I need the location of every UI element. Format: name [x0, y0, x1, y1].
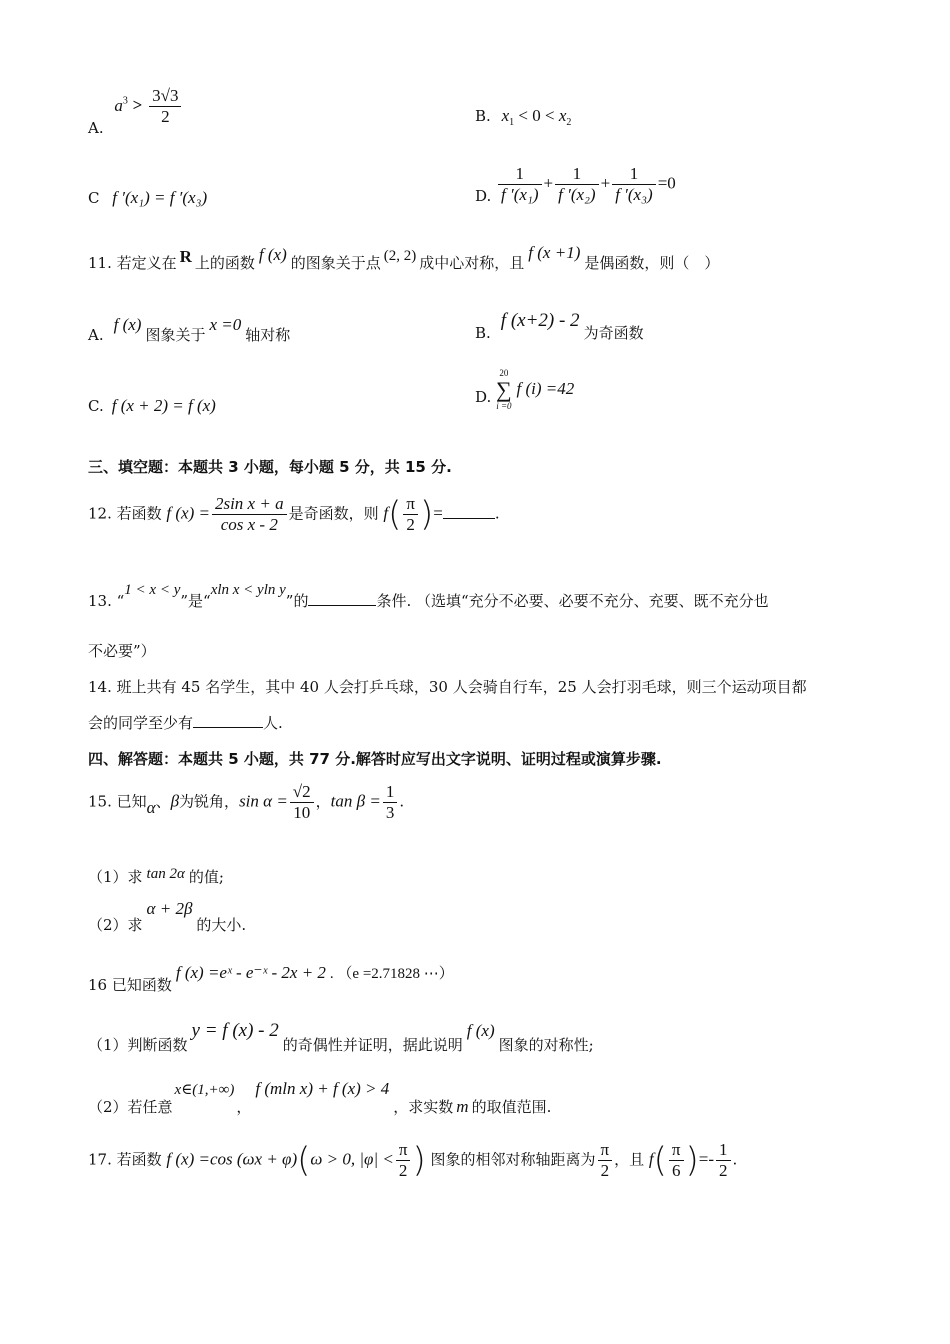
math-fraction [290, 782, 314, 823]
math-sub: 2 [566, 117, 572, 128]
math-expr: 1 < x < y [124, 582, 181, 598]
q14-line2 [88, 712, 283, 733]
math-expr: x =0 [209, 315, 242, 334]
text: 11. 若定义在 [88, 254, 177, 272]
q11-stem [88, 243, 720, 273]
math-fraction [383, 782, 398, 823]
option-label: A. [88, 118, 104, 137]
text: 是偶函数，则（ ） [584, 254, 720, 272]
denominator: cos x - 2 [220, 515, 278, 534]
text: 图象关于 [145, 326, 206, 344]
text: （2）求 [88, 916, 143, 934]
option-label: C [88, 189, 100, 207]
q10-option-a [88, 86, 183, 137]
text: 、 [155, 792, 171, 811]
math-expr: x [558, 106, 567, 125]
math-sub: 1 [509, 117, 515, 128]
sigma-symbol: ∑ [496, 377, 512, 402]
q16 [88, 962, 454, 994]
q17 [88, 1140, 737, 1181]
math-expr: =0 [657, 173, 676, 193]
text: 轴对称 [245, 326, 291, 344]
section-3-title: 三、填空题：本题共 3 小题，每小题 5 分，共 15 分. [88, 458, 452, 476]
numerator: 2sin x + a [212, 494, 287, 515]
math-op: = [433, 503, 443, 523]
answer-blank[interactable] [193, 713, 263, 728]
math-op: + [543, 173, 554, 193]
denominator: 10 [293, 803, 311, 822]
math-op: =- [698, 1149, 715, 1169]
math-expr: f (x +1) [528, 243, 581, 262]
text: . [399, 792, 405, 811]
answer-blank[interactable] [308, 591, 376, 606]
answer-blank[interactable] [443, 504, 495, 519]
text: 的值; [188, 868, 224, 886]
denominator: f ′(x₁) [501, 185, 539, 204]
paren-left: ( [388, 494, 402, 535]
math-alpha: α [146, 797, 156, 817]
text: 16 已知函数 [88, 976, 172, 994]
denominator: 2 [719, 1161, 728, 1180]
denominator: f ′(x₂) [558, 185, 596, 204]
math-expr: (2, 2) [383, 248, 417, 264]
paren-right: ) [412, 1140, 426, 1181]
math-expr: x∈(1,+∞) [174, 1082, 235, 1098]
paren-left: ( [297, 1140, 311, 1181]
paren-left: ( [653, 1140, 667, 1181]
math-expr: f (x) [466, 1021, 495, 1040]
text: 13. “ [88, 592, 125, 610]
math-expr: f (mln x) + f (x) > 4 [255, 1079, 390, 1098]
denominator: 2 [398, 1161, 408, 1180]
q15 [88, 782, 404, 823]
q11-option-a [88, 314, 291, 344]
q10-option-d [475, 164, 676, 205]
math-fraction [612, 164, 655, 205]
math-expr: f (x + 2) = f (x) [111, 396, 216, 415]
numerator: π [396, 1140, 411, 1161]
q16-part2 [88, 1078, 552, 1116]
text: 17. 若函数 [88, 1150, 162, 1169]
text: 图象的对称性; [498, 1036, 594, 1054]
numerator: π [598, 1140, 613, 1161]
text: 的图象关于点 [290, 254, 381, 272]
math-expr: f (x) [258, 245, 287, 264]
sum-lower: i =0 [496, 401, 512, 411]
text: ， [315, 792, 331, 811]
sum-upper: 20 [499, 368, 509, 378]
text: ”的 [285, 592, 309, 610]
text: 12. 若函数 [88, 504, 162, 523]
numerator: √2 [290, 782, 314, 803]
q11-option-c [88, 396, 216, 416]
math-expr: f (x) [113, 315, 142, 334]
numerator: π [669, 1140, 684, 1161]
math-beta: β [170, 791, 180, 811]
math-note: . （e =2.71828 ⋯） [329, 966, 454, 982]
math-fraction [212, 494, 287, 535]
text: 上的函数 [194, 254, 255, 272]
denominator: 2 [600, 1161, 610, 1180]
math-fraction [149, 86, 181, 127]
math-expr: tan β = [330, 791, 381, 811]
q11-option-d [475, 368, 574, 412]
q16-part1 [88, 1020, 594, 1054]
q10-option-b [475, 106, 571, 128]
text: 是奇函数，则 [288, 504, 379, 523]
math-op: < 0 < [514, 106, 559, 125]
text: ”是“ [180, 592, 211, 610]
text: 条件. （选填“充分不必要、必要不充分、充要、既不充分也 [376, 592, 769, 610]
denominator: f ′(x₃) [615, 185, 653, 204]
math-expr: a [114, 95, 123, 115]
math-expr: f (i) =42 [516, 379, 575, 398]
paren-right: ) [419, 494, 434, 535]
text: （1）判断函数 [88, 1036, 188, 1054]
text: 为锐角， [179, 792, 240, 811]
denominator: 2 [161, 107, 170, 126]
text: ，求实数 [393, 1098, 454, 1116]
math-set-r: R [179, 247, 192, 266]
text: 的奇偶性并证明，据此说明 [282, 1036, 463, 1054]
text: 的大小. [196, 916, 247, 934]
math-expr: f [648, 1149, 654, 1169]
numerator: 1 [383, 782, 398, 803]
math-fraction [403, 494, 418, 535]
q13 [88, 578, 769, 610]
text: 人. [263, 714, 283, 732]
text: （2）若任意 [88, 1098, 173, 1116]
q15-part2 [88, 898, 247, 934]
numerator: 1 [555, 164, 598, 185]
option-label: B. [475, 324, 491, 342]
math-fraction [555, 164, 598, 205]
text: 的取值范围. [471, 1098, 552, 1116]
text: 会的同学至少有 [88, 714, 194, 732]
text: 成中心对称，且 [419, 254, 525, 272]
math-op: + [600, 173, 611, 193]
numerator: 1 [498, 164, 541, 185]
option-label: D. [475, 186, 492, 205]
math-expr: y = f (x) - 2 [191, 1020, 279, 1041]
q12 [88, 494, 500, 535]
math-fraction [669, 1140, 684, 1181]
q14-line1: 14. 班上共有 45 名学生，其中 40 人会打乒乓球，30 人会骑自行车，25 人会打羽毛球，则三个运动项目都 [88, 678, 807, 696]
numerator: π [403, 494, 418, 515]
numerator: 3√3 [149, 86, 181, 107]
option-label: D. [475, 388, 492, 406]
q10-option-c [88, 188, 207, 208]
text: . [732, 1150, 738, 1169]
math-expr: x [501, 106, 510, 125]
option-label: B. [475, 107, 491, 125]
section-4-title: 四、解答题：本题共 5 小题，共 77 分.解答时应写出文字说明、证明过程或演算步骤. [88, 750, 662, 768]
q13-line2: 不必要”） [88, 642, 156, 660]
paren-right: ) [685, 1140, 699, 1181]
text: 15. 已知 [88, 792, 147, 811]
denominator: 2 [406, 515, 415, 534]
math-fraction [598, 1140, 613, 1181]
numerator: 1 [716, 1140, 731, 1161]
numerator: 1 [612, 164, 655, 185]
math-fraction [396, 1140, 411, 1181]
text: 为奇函数 [583, 324, 644, 342]
text: ， [236, 1098, 252, 1116]
text: ，且 [614, 1150, 645, 1169]
math-expr: f (x+2) - 2 [500, 310, 580, 331]
math-expr: f [383, 503, 389, 523]
math-expr: f ′(x₁) = f ′(x₃) [112, 188, 208, 207]
text: . [494, 504, 500, 523]
math-expr: sin α = [239, 791, 288, 811]
math-expr: f (x) =eˣ - e⁻ˣ - 2x + 2 [175, 963, 326, 982]
q11-option-b [475, 310, 644, 342]
text: 图象的相邻对称轴距离为 [430, 1150, 596, 1169]
denominator: 6 [671, 1161, 681, 1180]
denominator: 3 [385, 803, 395, 822]
math-exp: 3 [122, 95, 128, 107]
math-expr: f (x) = [166, 503, 210, 523]
option-label: A. [88, 326, 104, 344]
math-op: > [132, 95, 143, 115]
math-fraction [716, 1140, 731, 1181]
math-expr: α + 2β [146, 899, 193, 918]
math-expr: ω > 0, |φ| < [310, 1149, 394, 1169]
math-expr: xln x < yln y [210, 582, 286, 598]
math-fraction [498, 164, 541, 205]
math-expr: f (x) =cos (ωx + φ) [166, 1149, 298, 1169]
math-var: m [456, 1097, 469, 1116]
q15-part1 [88, 866, 224, 887]
text: （1）求 [88, 868, 143, 886]
option-label: C. [88, 397, 104, 415]
summation [496, 368, 512, 412]
math-expr: tan 2α [146, 866, 185, 882]
